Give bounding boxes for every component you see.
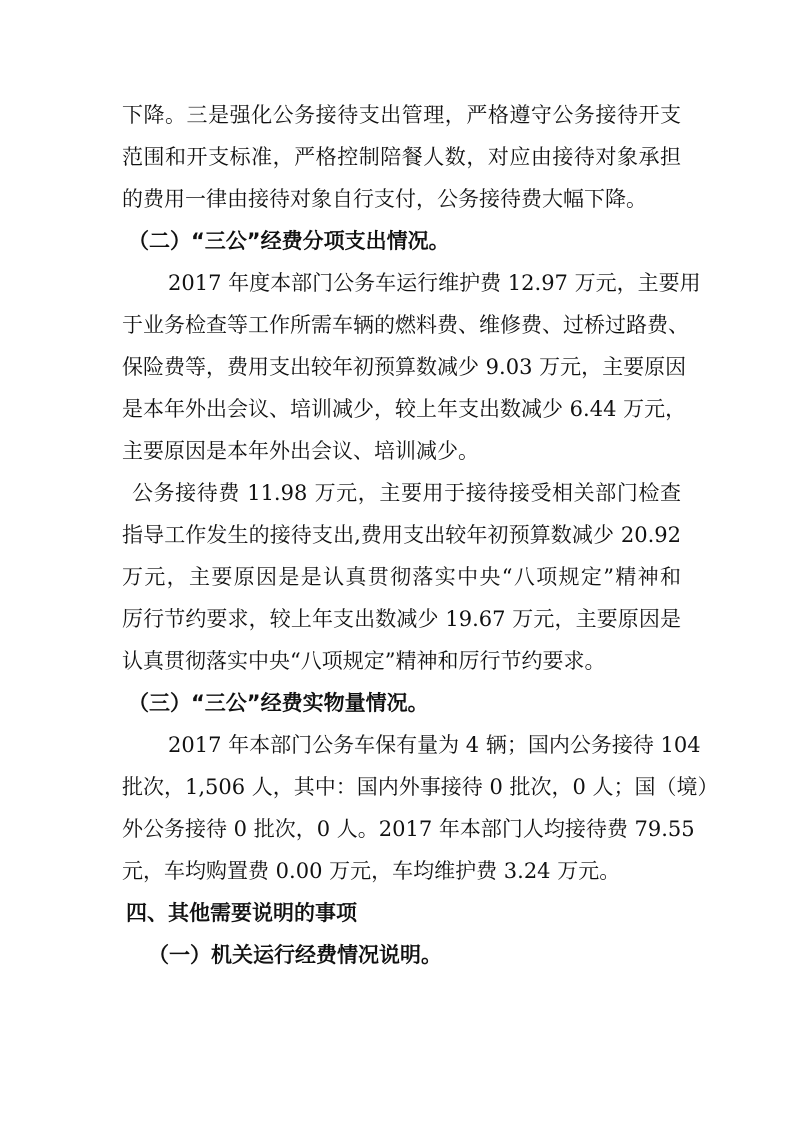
paragraph-line: 万元，主要原因是是认真贯彻落实中央“八项规定”精神和	[122, 565, 681, 589]
paragraph-line: 认真贯彻落实中央“八项规定”精神和厉行节约要求。	[122, 649, 606, 673]
paragraph-line: 2017 年本部门公务车保有量为 4 辆；国内公务接待 104	[168, 733, 701, 757]
section-heading: （二）“三公”经费分项支出情况。	[128, 229, 450, 253]
paragraph-line: 主要原因是本年外出会议、培训减少。	[122, 439, 479, 463]
paragraph-line: 批次，1,506 人，其中：国内外事接待 0 批次，0 人；国（境）	[122, 775, 719, 799]
paragraph-line: 指导工作发生的接待支出,费用支出较年初预算数减少 20.92	[122, 523, 681, 547]
section-heading: （一）机关运行经费情况说明。	[148, 943, 442, 967]
paragraph-line: 保险费等，费用支出较年初预算数减少 9.03 万元，主要原因	[122, 355, 687, 379]
paragraph-line: 元，车均购置费 0.00 万元，车均维护费 3.24 万元。	[122, 859, 621, 883]
section-heading: 四、其他需要说明的事项	[126, 901, 357, 925]
paragraph-line: 于业务检查等工作所需车辆的燃料费、维修费、过桥过路费、	[122, 313, 689, 337]
paragraph-line: 2017 年度本部门公务车运行维护费 12.97 万元，主要用	[168, 271, 701, 295]
paragraph-line: 范围和开支标准，严格控制陪餐人数，对应由接待对象承担	[122, 145, 681, 169]
section-heading: （三）“三公”经费实物量情况。	[128, 691, 429, 715]
paragraph-line: 外公务接待 0 批次，0 人。2017 年本部门人均接待费 79.55	[122, 817, 695, 841]
paragraph-line: 是本年外出会议、培训减少，较上年支出数减少 6.44 万元，	[122, 397, 687, 421]
paragraph-line: 下降。三是强化公务接待支出管理，严格遵守公务接待开支	[122, 103, 681, 127]
paragraph-line: 厉行节约要求，较上年支出数减少 19.67 万元，主要原因是	[122, 607, 681, 631]
paragraph-line: 的费用一律由接待对象自行支付，公务接待费大幅下降。	[122, 187, 647, 211]
paragraph-line: 公务接待费 11.98 万元，主要用于接待接受相关部门检查	[132, 481, 681, 505]
